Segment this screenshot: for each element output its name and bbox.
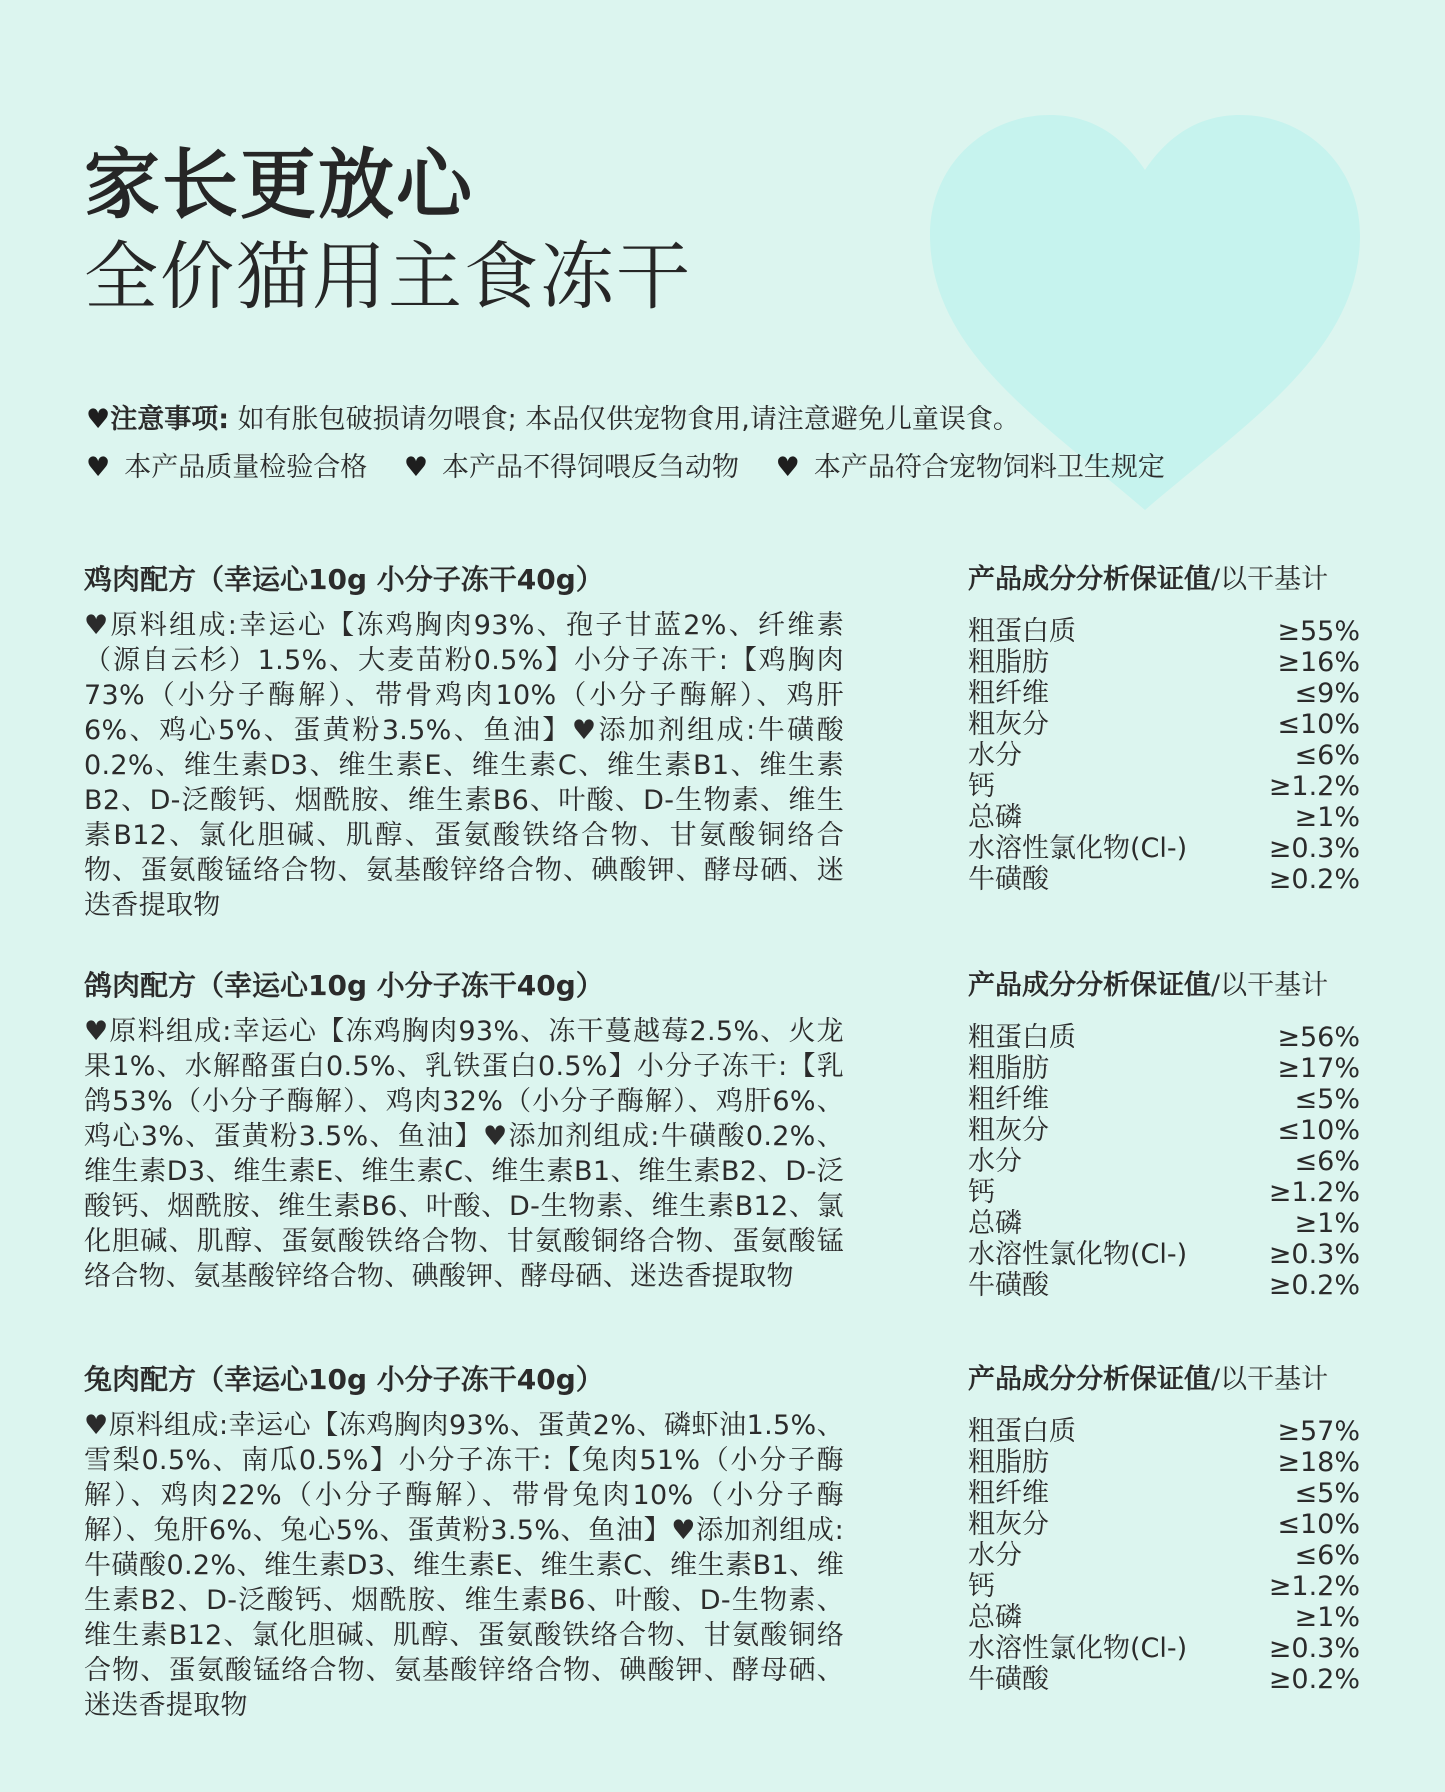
recipe-pigeon <box>84 966 844 1294</box>
analysis-row: 钙 ≥1.2% <box>968 1177 1360 1208</box>
notice <box>86 398 1020 442</box>
recipe-title: 鸡肉配方（幸运心10g 小分子冻干40g） <box>84 563 604 596</box>
quality-notes <box>86 446 1193 490</box>
analysis-chicken <box>968 560 1360 895</box>
analysis-row: 粗灰分 ≤10% <box>968 709 1360 740</box>
analysis-row: 粗脂肪 ≥18% <box>968 1447 1360 1478</box>
analysis-row: 牛磺酸 ≥0.2% <box>968 1664 1360 1695</box>
analysis-row: 粗纤维 ≤5% <box>968 1478 1360 1509</box>
analysis-row: 水分 ≤6% <box>968 740 1360 771</box>
analysis-row: 粗脂肪 ≥17% <box>968 1053 1360 1084</box>
analysis-row: 总磷 ≥1% <box>968 802 1360 833</box>
analysis-row: 粗蛋白质 ≥55% <box>968 616 1360 647</box>
analysis-row: 总磷 ≥1% <box>968 1208 1360 1239</box>
heart-icon: ♥ <box>775 452 800 483</box>
analysis-row: 钙 ≥1.2% <box>968 1571 1360 1602</box>
notice-text: 如有胀包破损请勿喂食; 本品仅供宠物食用,请注意避免儿童误食。 <box>229 404 1020 435</box>
analysis-row: 粗脂肪 ≥16% <box>968 647 1360 678</box>
recipe-title: 兔肉配方（幸运心10g 小分子冻干40g） <box>84 1363 604 1396</box>
analysis-row: 牛磺酸 ≥0.2% <box>968 864 1360 895</box>
notice-label: 注意事项: <box>110 404 230 435</box>
analysis-rabbit <box>968 1360 1360 1695</box>
quality-note: ♥ 本产品符合宠物饲料卫生规定 <box>775 452 1165 483</box>
analysis-row: 水溶性氯化物(Cl-) ≥0.3% <box>968 1239 1360 1270</box>
recipe-title: 鸽肉配方（幸运心10g 小分子冻干40g） <box>84 969 604 1002</box>
analysis-row: 粗灰分 ≤10% <box>968 1115 1360 1146</box>
analysis-row: 钙 ≥1.2% <box>968 771 1360 802</box>
heart-icon: ♥ <box>86 404 111 435</box>
heart-icon: ♥ <box>403 452 429 483</box>
analysis-row: 水分 ≤6% <box>968 1146 1360 1177</box>
recipe-chicken <box>84 560 844 923</box>
analysis-pigeon <box>968 966 1360 1301</box>
quality-note: ♥ 本产品不得饲喂反刍动物 <box>403 452 740 483</box>
analysis-row: 粗蛋白质 ≥56% <box>968 1022 1360 1053</box>
analysis-title: 产品成分分析保证值/以干基计 <box>968 970 1329 1001</box>
heart-icon: ♥ <box>86 452 111 483</box>
analysis-row: 牛磺酸 ≥0.2% <box>968 1270 1360 1301</box>
page-subtitle: 全价猫用主食冻干 <box>84 234 692 320</box>
recipe-ingredients: ♥原料组成:幸运心【冻鸡胸肉93%、孢子甘蓝2%、纤维素（源自云杉）1.5%、大麦苗粉0.5%】小分子冻干:【鸡胸肉73%（小分子酶解）、带骨鸡肉10%（小分子酶解）、鸡肝6%、鸡心5%、蛋黄粉3.5%、鱼油】♥添加剂组成:牛磺酸0.2%、维生素D3、维生素E、维生素C、维生素B1、维生素B2、D-泛酸钙、烟酰胺、维生素B6、叶酸、D-生物素、维生素B12、氯化胆碱、肌醇、蛋氨酸铁络合物、甘氨酸铜络合物、蛋氨酸锰络合物、氨基酸锌络合物、碘酸钾、酵母硒、迷迭香提取物 <box>84 610 844 921</box>
quality-note: ♥ 本产品质量检验合格 <box>86 452 368 483</box>
analysis-row: 粗纤维 ≤5% <box>968 1084 1360 1115</box>
analysis-row: 水分 ≤6% <box>968 1540 1360 1571</box>
analysis-row: 水溶性氯化物(Cl-) ≥0.3% <box>968 1633 1360 1664</box>
recipe-ingredients: ♥原料组成:幸运心【冻鸡胸肉93%、蛋黄2%、磷虾油1.5%、雪梨0.5%、南瓜0.5%】小分子冻干:【兔肉51%（小分子酶解）、鸡肉22%（小分子酶解）、带骨兔肉10%（小分子酶解）、兔肝6%、兔心5%、蛋黄粉3.5%、鱼油】♥添加剂组成:牛磺酸0.2%、维生素D3、维生素E、维生素C、维生素B1、维生素B2、D-泛酸钙、烟酰胺、维生素B6、叶酸、D-生物素、维生素B12、氯化胆碱、肌醇、蛋氨酸铁络合物、甘氨酸铜络合物、蛋氨酸锰络合物、氨基酸锌络合物、碘酸钾、酵母硒、迷迭香提取物 <box>84 1410 844 1721</box>
page-title: 家长更放心 <box>84 140 474 229</box>
recipe-rabbit <box>84 1360 844 1723</box>
analysis-row: 粗蛋白质 ≥57% <box>968 1416 1360 1447</box>
analysis-row: 粗纤维 ≤9% <box>968 678 1360 709</box>
recipe-ingredients: ♥原料组成:幸运心【冻鸡胸肉93%、冻干蔓越莓2.5%、火龙果1%、水解酪蛋白0.5%、乳铁蛋白0.5%】小分子冻干:【乳鸽53%（小分子酶解）、鸡肉32%（小分子酶解）、鸡肝6%、鸡心3%、蛋黄粉3.5%、鱼油】♥添加剂组成:牛磺酸0.2%、维生素D3、维生素E、维生素C、维生素B1、维生素B2、D-泛酸钙、烟酰胺、维生素B6、叶酸、D-生物素、维生素B12、氯化胆碱、肌醇、蛋氨酸铁络合物、甘氨酸铜络合物、蛋氨酸锰络合物、氨基酸锌络合物、碘酸钾、酵母硒、迷迭香提取物 <box>84 1016 844 1292</box>
analysis-row: 水溶性氯化物(Cl-) ≥0.3% <box>968 833 1360 864</box>
analysis-row: 总磷 ≥1% <box>968 1602 1360 1633</box>
analysis-title: 产品成分分析保证值/以干基计 <box>968 564 1329 595</box>
analysis-title: 产品成分分析保证值/以干基计 <box>968 1364 1329 1395</box>
analysis-row: 粗灰分 ≤10% <box>968 1509 1360 1540</box>
